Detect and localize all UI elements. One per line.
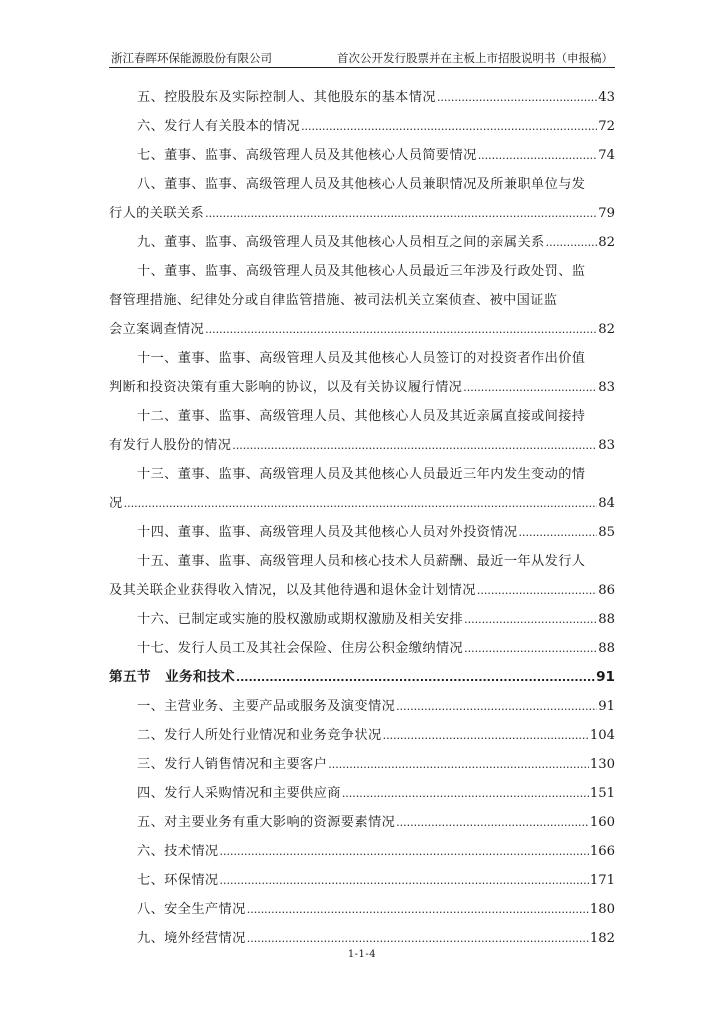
toc-entry-text: 九、境外经营情况 — [137, 931, 246, 946]
toc-entry-text: 判断和投资决策有重大影响的协议，以及有关协议履行情况 — [109, 380, 463, 395]
toc-entry[interactable] — [109, 750, 615, 779]
toc-entry-text: 十、董事、监事、高级管理人员及其他核心人员最近三年涉及行政处罚、监 — [137, 264, 586, 279]
toc-entry-text: 六、技术情况 — [137, 844, 219, 859]
toc-entry-text: 八、董事、监事、高级管理人员及其他核心人员兼职情况及所兼职单位与发 — [137, 177, 586, 192]
toc-leader-dots — [396, 808, 589, 837]
toc-entry-text: 十二、董事、监事、高级管理人员、其他核心人员及其近亲属直接或间接持 — [137, 409, 586, 424]
toc-page-number: 130 — [589, 757, 615, 772]
toc-entry[interactable] — [109, 518, 615, 547]
page-number: 1-1-4 — [347, 949, 377, 960]
toc-leader-dots — [328, 750, 589, 779]
toc-entry[interactable] — [109, 634, 615, 663]
toc-entry-text: 十三、董事、监事、高级管理人员及其他核心人员最近三年内发生变动的情 — [137, 467, 586, 482]
toc-entry-text: 四、发行人采购情况和主要供应商 — [137, 786, 341, 801]
toc-leader-dots — [478, 141, 598, 170]
toc-entry[interactable] — [109, 721, 615, 750]
toc-entry[interactable] — [109, 837, 615, 866]
toc-leader-dots — [220, 837, 589, 866]
toc-page-number: 85 — [598, 525, 615, 540]
toc-page-number: 84 — [598, 496, 615, 511]
toc-page-number: 43 — [598, 90, 615, 105]
toc-entry[interactable] — [109, 460, 615, 518]
toc-entry-text: 六、发行人有关股本的情况 — [137, 119, 301, 134]
toc-page-number: 88 — [598, 641, 615, 656]
toc-page-number: 171 — [589, 873, 615, 888]
toc-page-number: 79 — [598, 206, 615, 221]
toc-entry-text: 有发行人股份的情况 — [109, 438, 232, 453]
toc-entry[interactable] — [109, 895, 615, 924]
toc-entry[interactable] — [109, 402, 615, 460]
toc-section-entry[interactable] — [109, 663, 615, 692]
toc-page-number: 83 — [598, 438, 615, 453]
header-company-name: 浙江春晖环保能源股份有限公司 — [111, 51, 272, 65]
toc-entry[interactable] — [109, 141, 615, 170]
toc-entry-text: 第五节 业务和技术 — [109, 669, 235, 685]
toc-entry-text: 行人的关联关系 — [109, 206, 205, 221]
toc-entry[interactable] — [109, 547, 615, 605]
toc-leader-dots — [220, 866, 589, 895]
toc-leader-dots — [464, 634, 597, 663]
toc-entry-text: 会立案调查情况 — [109, 322, 205, 337]
toc-leader-dots — [342, 779, 589, 808]
toc-entry[interactable] — [109, 866, 615, 895]
toc-leader-dots — [464, 605, 597, 634]
toc-entry-text: 十七、发行人员工及其社会保险、住房公积金缴纳情况 — [137, 641, 464, 656]
toc-entry-text: 一、主营业务、主要产品或服务及演变情况 — [137, 699, 396, 714]
toc-entry-text: 督管理措施、纪律处分或自律监管措施、被司法机关立案侦查、被中国证监 — [109, 293, 558, 308]
toc-entry-text: 五、对主要业务有重大影响的资源要素情况 — [137, 815, 396, 830]
toc-entry[interactable] — [109, 779, 615, 808]
toc-page-number: 74 — [598, 148, 615, 163]
toc-page-number: 88 — [598, 612, 615, 627]
toc-leader-dots — [396, 692, 597, 721]
toc-page-number: 91 — [598, 699, 615, 714]
toc-leader-dots — [518, 518, 597, 547]
toc-leader-dots — [477, 576, 597, 605]
toc-entry-text: 十五、董事、监事、高级管理人员和核心技术人员薪酬、最近一年从发行人 — [137, 554, 586, 569]
toc-entry-text: 况 — [109, 496, 123, 511]
toc-page-number: 151 — [589, 786, 615, 801]
table-of-contents — [109, 83, 615, 953]
toc-leader-dots — [236, 663, 595, 692]
toc-entry-text: 七、董事、监事、高级管理人员及其他核心人员简要情况 — [137, 148, 477, 163]
toc-entry-text: 十六、已制定或实施的股权激励或期权激励及相关安排 — [137, 612, 464, 627]
toc-entry[interactable] — [109, 808, 615, 837]
toc-page-number: 166 — [589, 844, 615, 859]
page-header — [109, 49, 615, 68]
toc-page-number: 83 — [598, 380, 615, 395]
toc-page-number: 182 — [589, 931, 615, 946]
toc-page-number: 91 — [596, 669, 615, 685]
toc-entry-text: 二、发行人所处行业情况和业务竞争状况 — [137, 728, 382, 743]
toc-entry[interactable] — [109, 605, 615, 634]
toc-leader-dots — [124, 489, 598, 518]
header-document-title: 首次公开发行股票并在主板上市招股说明书（申报稿） — [337, 51, 613, 65]
toc-leader-dots — [301, 112, 597, 141]
toc-page-number: 180 — [589, 902, 615, 917]
toc-page-number: 82 — [598, 322, 615, 337]
toc-page-number: 86 — [598, 583, 615, 598]
toc-entry[interactable] — [109, 344, 615, 402]
toc-entry[interactable] — [109, 257, 615, 344]
toc-page-number: 104 — [589, 728, 615, 743]
toc-entry[interactable] — [109, 228, 615, 257]
toc-leader-dots — [546, 228, 598, 257]
toc-entry-text: 十一、董事、监事、高级管理人员及其他核心人员签订的对投资者作出价值 — [137, 351, 586, 366]
toc-page-number: 160 — [589, 815, 615, 830]
toc-leader-dots — [247, 895, 589, 924]
toc-entry[interactable] — [109, 112, 615, 141]
toc-leader-dots — [383, 721, 589, 750]
toc-page-number: 72 — [598, 119, 615, 134]
toc-entry-text: 九、董事、监事、高级管理人员及其他核心人员相互之间的亲属关系 — [137, 235, 545, 250]
toc-leader-dots — [463, 373, 597, 402]
toc-entry-text: 五、控股股东及实际控制人、其他股东的基本情况 — [137, 90, 436, 105]
toc-entry[interactable] — [109, 83, 615, 112]
toc-entry[interactable] — [109, 170, 615, 228]
toc-entry-text: 七、环保情况 — [137, 873, 219, 888]
toc-leader-dots — [232, 431, 597, 460]
toc-leader-dots — [205, 315, 597, 344]
toc-entry-text: 八、安全生产情况 — [137, 902, 246, 917]
toc-entry-text: 及其关联企业获得收入情况，以及其他待遇和退休金计划情况 — [109, 583, 476, 598]
toc-leader-dots — [437, 83, 597, 112]
toc-page-number: 82 — [598, 235, 615, 250]
toc-entry-text: 三、发行人销售情况和主要客户 — [137, 757, 328, 772]
toc-entry-text: 十四、董事、监事、高级管理人员及其他核心人员对外投资情况 — [137, 525, 518, 540]
toc-entry[interactable] — [109, 692, 615, 721]
toc-leader-dots — [205, 199, 597, 228]
